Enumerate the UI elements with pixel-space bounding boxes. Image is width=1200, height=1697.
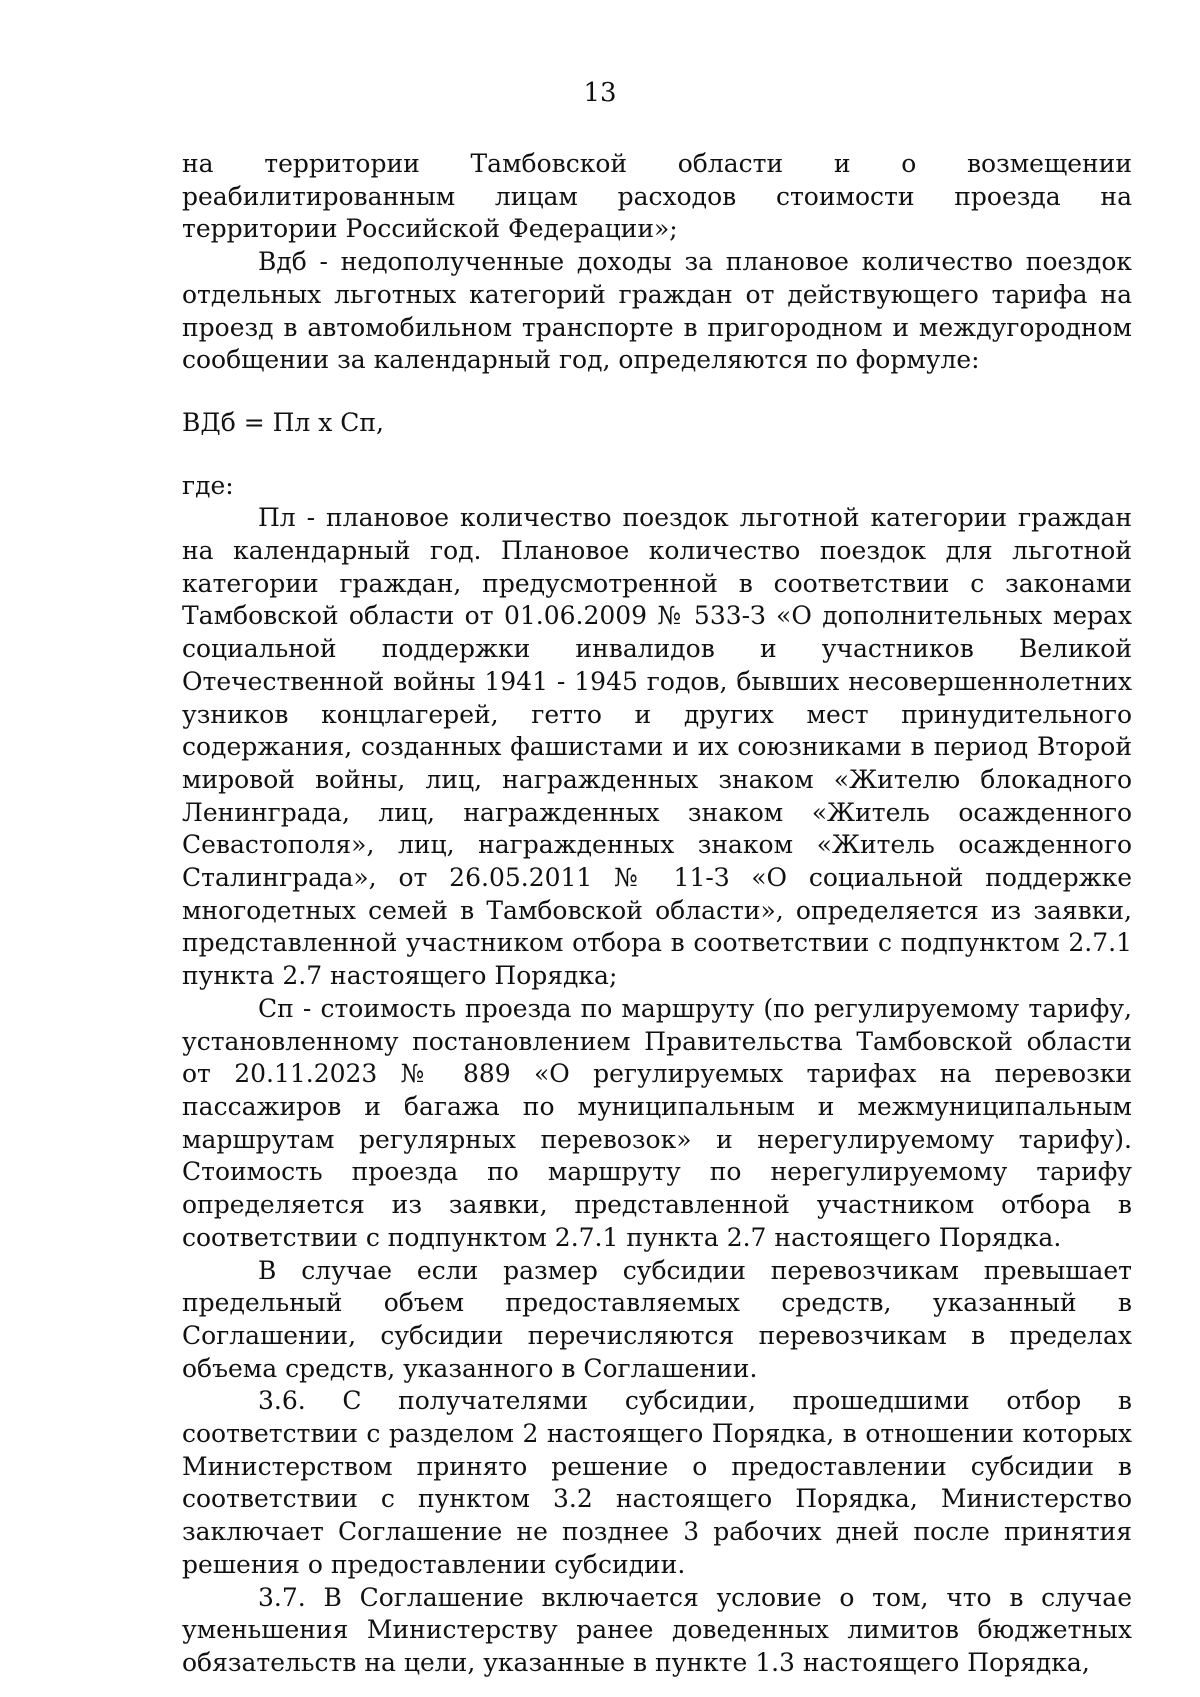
paragraph-vdb-definition: Вдб - недополученные доходы за плановое количество поездок отдельных льготных категорий граждан от действующего тарифа на проезд в автомобильном транспорте в пригородном и междугородном сообщении за календарный год, определяются по формуле: — [182, 247, 1132, 375]
formula: ВДб = Пл х Сп, — [182, 407, 385, 437]
paragraph-subsidy-limit: В случае если размер субсидии перевозчикам превышает предельный объем предоставляемых средств, указанный в Соглашении, субсидии перечисляются перевозчикам в пределах объема средств, указанного в Соглашении. — [182, 1255, 1132, 1383]
paragraph-sp-definition: Сп - стоимость проезда по маршруту (по регулируемому тарифу, установленному постановлением Правительства Тамбовской области от 20.11.2023 № 889 «О регулируемых тарифах на перевозки пассажиров и багажа по муниципальным и межмуниципальным маршрутам регулярных перевозок» и нерегулируемому тарифу). Стоимость проезда по маршруту по нерегулируемому тарифу определяется из заявки, представленной участником отбора в соответствии с подпунктом 2.7.1 пункта 2.7 настоящего Порядка. — [182, 993, 1132, 1252]
paragraph-3-7: 3.7. В Соглашение включается условие о том, что в случае уменьшения Министерству ранее доведенных лимитов бюджетных обязательств на цели, указанные в пункте 1.3 настоящего Порядка, — [182, 1582, 1132, 1677]
page-number: 13 — [583, 78, 617, 108]
paragraph-continuation: на территории Тамбовской области и о возмещении реабилитированным лицам расходов стоимости проезда на территории Российской Федерации»; — [182, 149, 1132, 244]
where-label: где: — [182, 470, 234, 500]
paragraph-3-6: 3.6. С получателями субсидии, прошедшими отбор в соответствии с разделом 2 настоящего Порядка, в отношении которых Министерством принято решение о предоставлении субсидии в соответствии с пунктом 3.2 настоящего Порядка, Министерство заключает Соглашение не позднее 3 рабочих дней после принятия решения о предоставлении субсидии. — [182, 1386, 1132, 1579]
paragraph-pl-definition: Пл - плановое количество поездок льготной категории граждан на календарный год. Плановое количество поездок для льготной категории граждан, предусмотренной в соответствии с законами Тамбовской области от 01.06.2009 № 533-З «О дополнительных мерах социальной поддержки инвалидов и участников Великой Отечественной войны 1941 - 1945 годов, бывших несовершеннолетних узников концлагерей, гетто и других мест принудительного содержания, созданных фашистами и их союзниками в период Второй мировой войны, лиц, награжденных знаком «Жителю блокадного Ленинграда, лиц, награжденных знаком «Житель осажденного Севастополя», лиц, награжденных знаком «Житель осажденного Сталинграда», от 26.05.2011 № 11-З «О социальной поддержке многодетных семей в Тамбовской области», определяется из заявки, представленной участником отбора в соответствии с подпунктом 2.7.1 пункта 2.7 настоящего Порядка; — [182, 503, 1132, 991]
document-body — [182, 148, 1132, 1680]
